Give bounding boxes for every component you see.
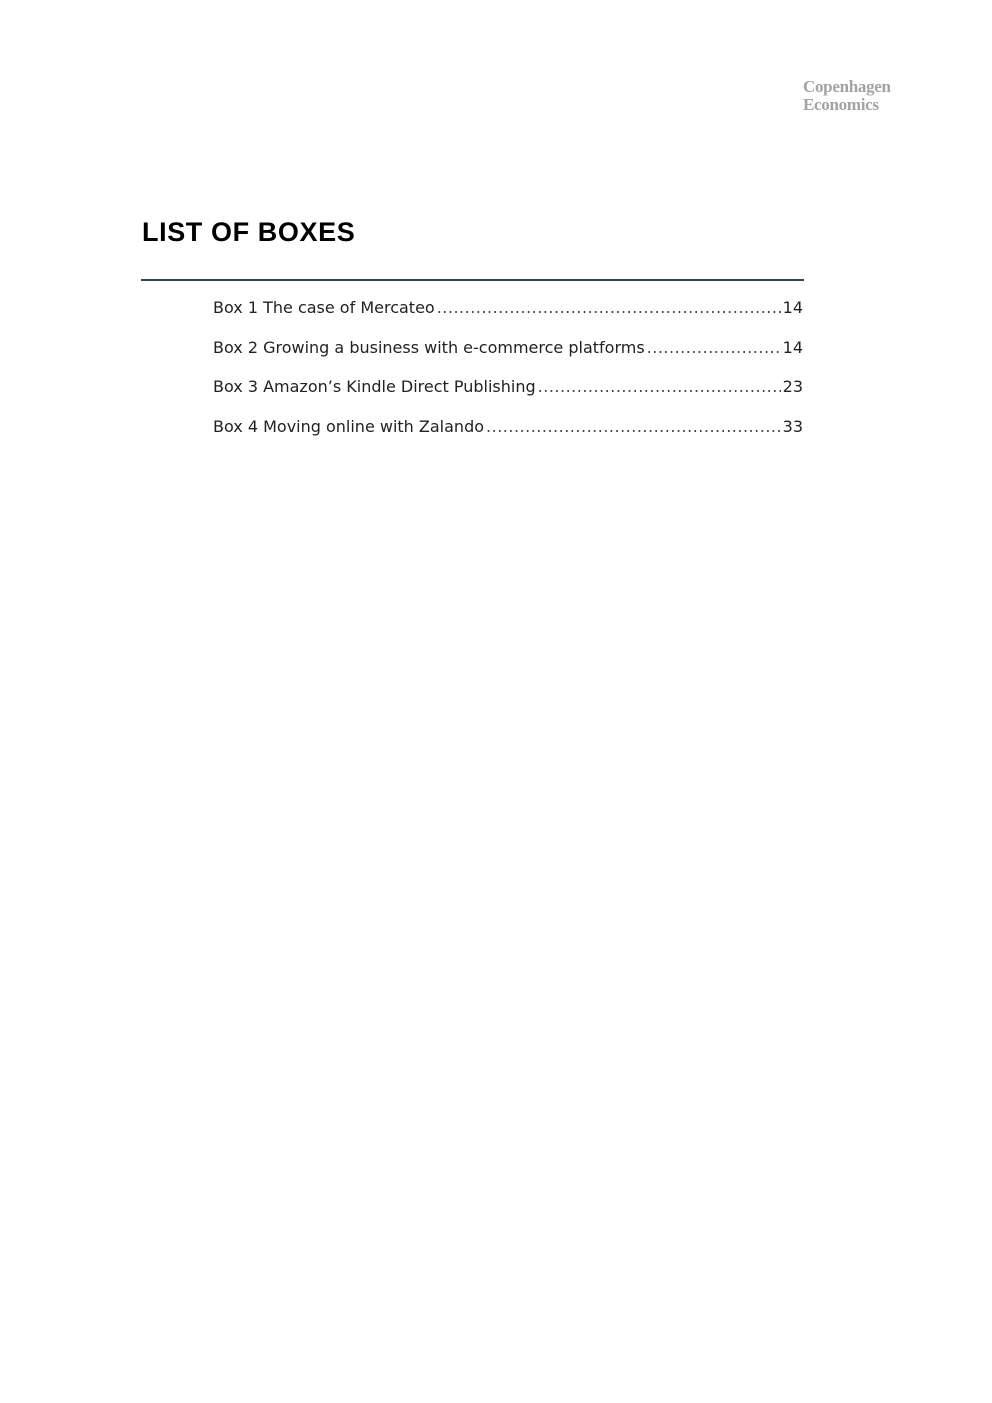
toc-entry-page: 33 [782, 416, 803, 436]
list-of-boxes [213, 298, 803, 456]
logo-line-1: Copenhagen [803, 77, 891, 96]
toc-entry-box-4[interactable] [213, 417, 803, 457]
heading-divider [141, 279, 804, 281]
toc-entry-page: 14 [782, 337, 803, 357]
toc-entry-box-1[interactable] [213, 298, 803, 338]
logo-line-2: Economics [803, 95, 879, 114]
toc-entry-title: Box 4 Moving online with Zalando [213, 416, 485, 436]
page-title: LIST OF BOXES [142, 217, 356, 247]
toc-entry-title: Box 2 Growing a business with e-commerce platforms [213, 337, 645, 357]
dot-leader [538, 377, 781, 396]
dot-leader [437, 298, 781, 317]
toc-entry-box-3[interactable] [213, 377, 803, 417]
toc-entry-page: 23 [782, 377, 803, 396]
dot-leader [486, 417, 781, 436]
toc-entry-box-2[interactable] [213, 338, 803, 378]
toc-entry-title: Box 1 The case of Mercateo [213, 298, 435, 317]
toc-entry-title: Box 3 Amazon’s Kindle Direct Publishing [213, 377, 536, 396]
dot-leader [647, 338, 781, 357]
toc-entry-page: 14 [782, 298, 803, 317]
copenhagen-economics-logo [803, 78, 923, 114]
